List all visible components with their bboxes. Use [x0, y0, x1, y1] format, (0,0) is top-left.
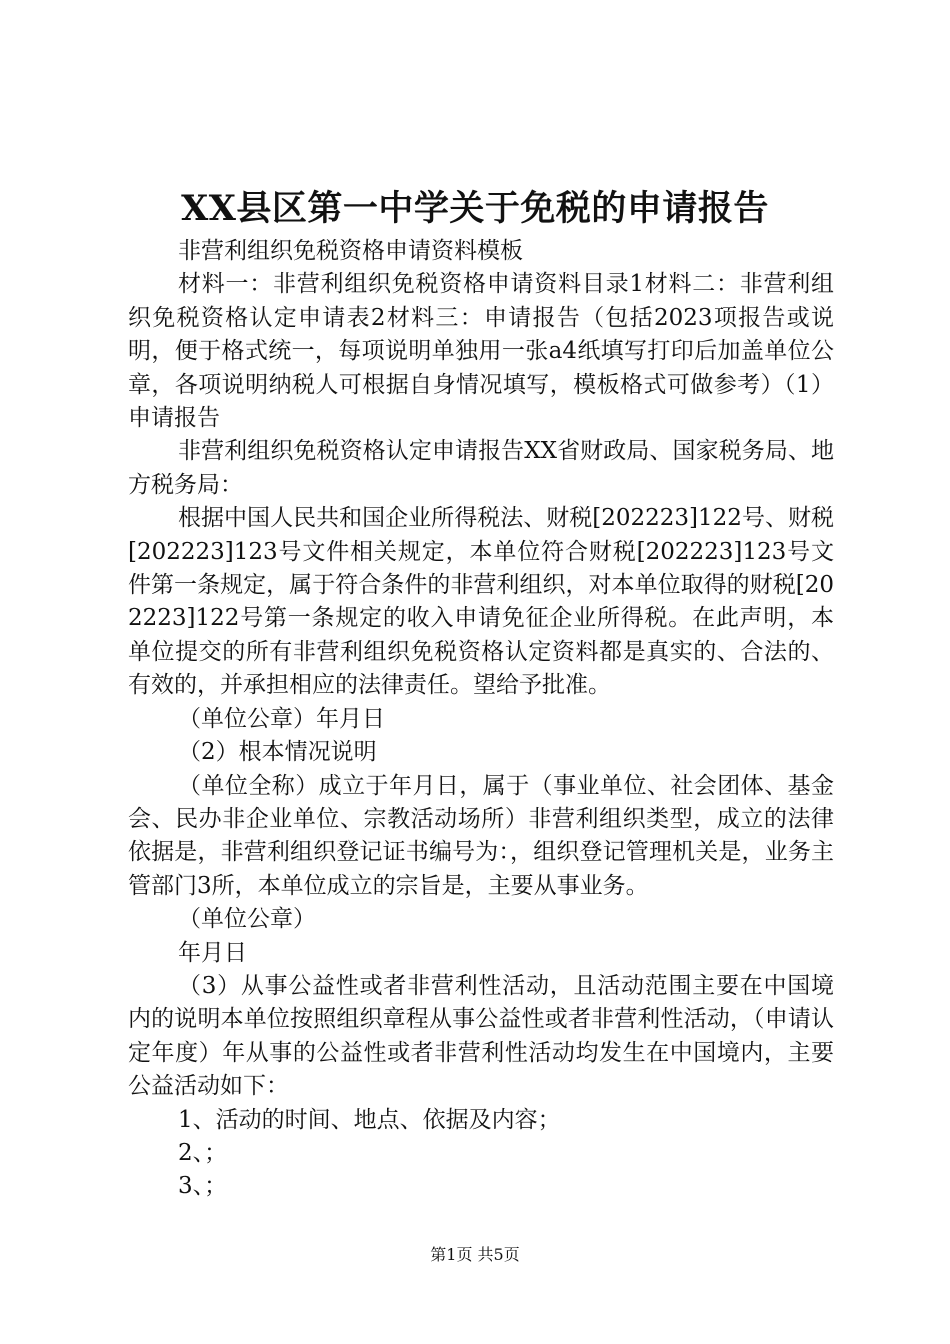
paragraph-section-3: （3）从事公益性或者非营利性活动，且活动范围主要在中国境内的说明本单位按照组织章程从事公益性或者非营利性活动，（申请认定年度）年从事的公益性或者非营利性活动均发生在中国境内，主要公益活动如下：	[128, 972, 834, 1100]
paragraph-report-recipient: 非营利组织免税资格认定申请报告XX省财政局、国家税务局、地方税务局：	[128, 438, 834, 498]
document-body	[128, 235, 834, 1204]
paragraph-section-2-heading: （2）根本情况说明	[178, 739, 377, 766]
paragraph-materials-list: 材料一：非营利组织免税资格申请资料目录1材料二：非营利组织免税资格认定申请表2材料三：申请报告（包括2023项报告或说明，便于格式统一，每项说明单独用一张a4纸填写打印后加盖单位公章，各项说明纳税人可根据自身情况填写，模板格式可做参考）（1）申请报告	[128, 271, 834, 432]
paragraph-application-statement: 根据中国人民共和国企业所得税法、财税[202223]122号、财税[202223]123号文件相关规定，本单位符合财税[202223]123号文件第一条规定，属于符合条件的非营利组织，对本单位取得的财税[202223]122号第一条规定的收入申请免征企业所得税。在此声明，本单位提交的所有非营利组织免税资格认定资料都是真实的、合法的、有效的，并承担相应的法律责任。望给予批准。	[128, 505, 834, 699]
paragraph-seal-date-1: （单位公章）年月日	[178, 705, 385, 732]
paragraph-template-heading: 非营利组织免税资格申请资料模板	[178, 238, 523, 264]
list-item-3: 3、；	[178, 1173, 228, 1200]
list-item-2: 2、；	[178, 1139, 228, 1166]
document-title: XX县区第一中学关于免税的申请报告	[181, 188, 769, 229]
paragraph-date-2: 年月日	[178, 939, 247, 966]
paragraph-seal-2: （单位公章）	[178, 906, 316, 933]
paragraph-basic-info: （单位全称）成立于年月日，属于（事业单位、社会团体、基金会、民办非企业单位、宗教活动场所）非营利组织类型，成立的法律依据是，非营利组织登记证书编号为：，组织登记管理机关是，业务主管部门3所，本单位成立的宗旨是，主要从事业务。	[128, 772, 834, 899]
list-item-1: 1、活动的时间、地点、依据及内容；	[178, 1106, 561, 1133]
page-footer: 第1页 共5页	[430, 1245, 520, 1264]
